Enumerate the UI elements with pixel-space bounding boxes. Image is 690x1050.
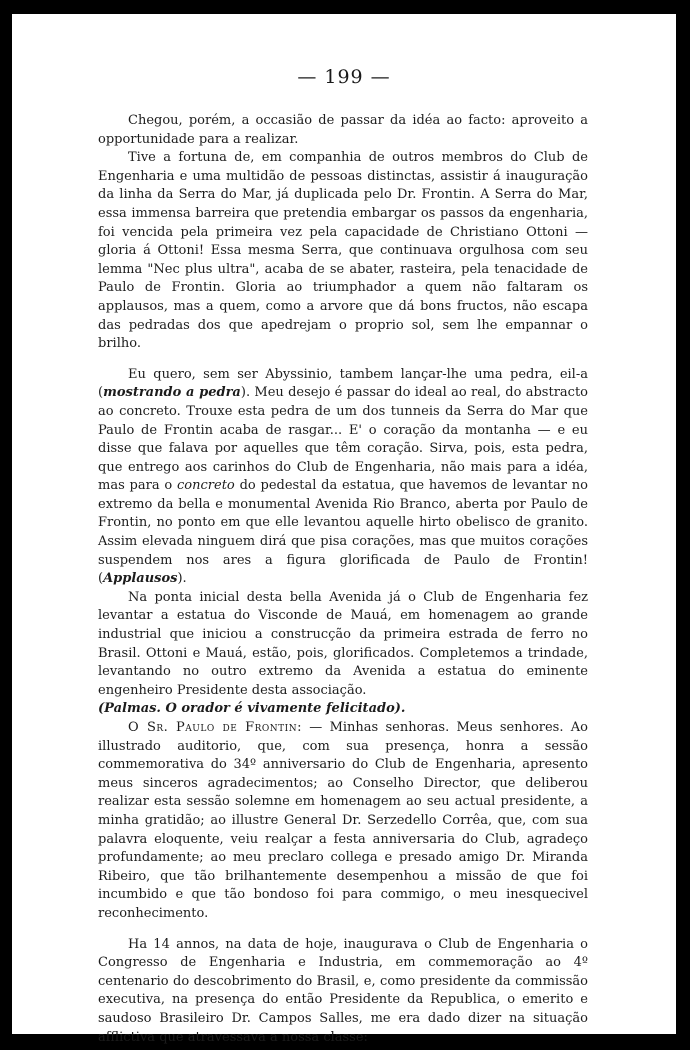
stage-direction: (Palmas. O orador é vivamente felicitado).	[98, 701, 406, 717]
paragraph-1: Chegou, porém, a occasião de passar da idéa ao facto: aproveito a opportunidade para a realizar.	[98, 113, 588, 147]
page	[12, 14, 676, 1045]
stage-direction: mostrando a pedra	[103, 385, 241, 401]
paragraph-5: O Sr. Paulo de Frontin: — Minhas senhoras. Meus senhores. Ao illustrado auditorio, que, com sua presença, honra a sessão commemorativa do 34º anniversario do Club de Engenharia, apresento meus sinceros agradecimentos; ao Conselho Director, que deliberou realizar esta sessão solemne em homenagem ao seu actual presidente, a minha gratidão; ao illustre General Dr. Serzedello Corrêa, que, com sua palavra eloquente, veiu realçar a festa anniversaria do Club, agradeço profundamente; ao meu preclaro collega e presado amigo Dr. Miranda Ribeiro, que tão brilhantemente desempenhou a missão de que foi incumbido e que tão bondoso foi para commigo, o meu inesquecivel reconhecimento.	[98, 720, 588, 921]
stage-direction: Applausos	[103, 571, 178, 587]
body-text	[98, 112, 588, 1047]
paragraph-4: Na ponta inicial desta bella Avenida já o Club de Engenharia fez levantar a estatua do Visconde de Mauá, em homenagem ao grande industrial que iniciou a construcção da primeira estrada de ferro no Brasil. Ottoni e Mauá, estão, pois, glorificados. Completemos a trindade, levantando no outro extremo da Avenida a estatua do eminente engenheiro Presidente desta associação. (Palmas. O orador é vivamente felicitado).	[98, 589, 588, 717]
speaker-name: O Sr. Paulo de Frontin:	[128, 720, 302, 735]
paragraph-2: Tive a fortuna de, em companhia de outros membros do Club de Engenharia e uma multidão de pessoas distinctas, assistir á inauguração da linha da Serra do Mar, já duplicada pelo Dr. Frontin. A Serra do Mar, essa immensa barreira que pretendia embargar os passos da engenharia, foi vencida pela primeira vez pela capacidade de Christiano Ottoni — gloria á Ottoni! Essa mesma Serra, que continuava orgulhosa com seu lemma "Nec plus ultra", acaba de se abater, rasteira, pela tenacidade de Paulo de Frontin. Gloria ao triumphador a quem não faltaram os applausos, mas a quem, como a arvore que dá bons fructos, não escapa das pedradas dos que apedrejam o proprio sol, sem lhe empannar o brilho.	[98, 150, 588, 352]
paragraph-6: Ha 14 annos, na data de hoje, inaugurava o Club de Engenharia o Congresso de Engenharia e Industria, em commemoração ao 4º centenario do descobrimento do Brasil, e, como presidente da commissão executiva, na presença do então Presidente da Republica, o emerito e saudoso Brasileiro Dr. Campos Salles, me era dado dizer na situação afflictiva que atravessava a nossa classe:	[98, 936, 588, 1045]
emphasis-word: concreto	[177, 478, 235, 494]
paragraph-3: Eu quero, sem ser Abyssinio, tambem lançar-lhe uma pedra, eil-a (mostrando a pedra). Meu desejo é passar do ideal ao real, do abstracto ao concreto. Trouxe esta pedra de um dos tunneis da Serra do Mar que Paulo de Frontin acaba de rasgar... E' o coração da montanha — e eu disse que falava por aquelles que têm coração. Sirva, pois, esta pedra, que entrego aos carinhos do Club de Engenharia, não mais para a idéa, mas para o concreto do pedestal da estatua, que havemos de levantar no extremo da bella e monumental Avenida Rio Branco, aberta por Paulo de Frontin, no ponto em que elle levantou aquelle hirto obelisco de granito. Assim elevada ninguem dirá que pisa corações, mas que muitos corações suspendem nos ares a figura glorificada de Paulo de Frontin! (Applausos).	[98, 366, 589, 587]
page-number: — 199 —	[297, 66, 391, 88]
